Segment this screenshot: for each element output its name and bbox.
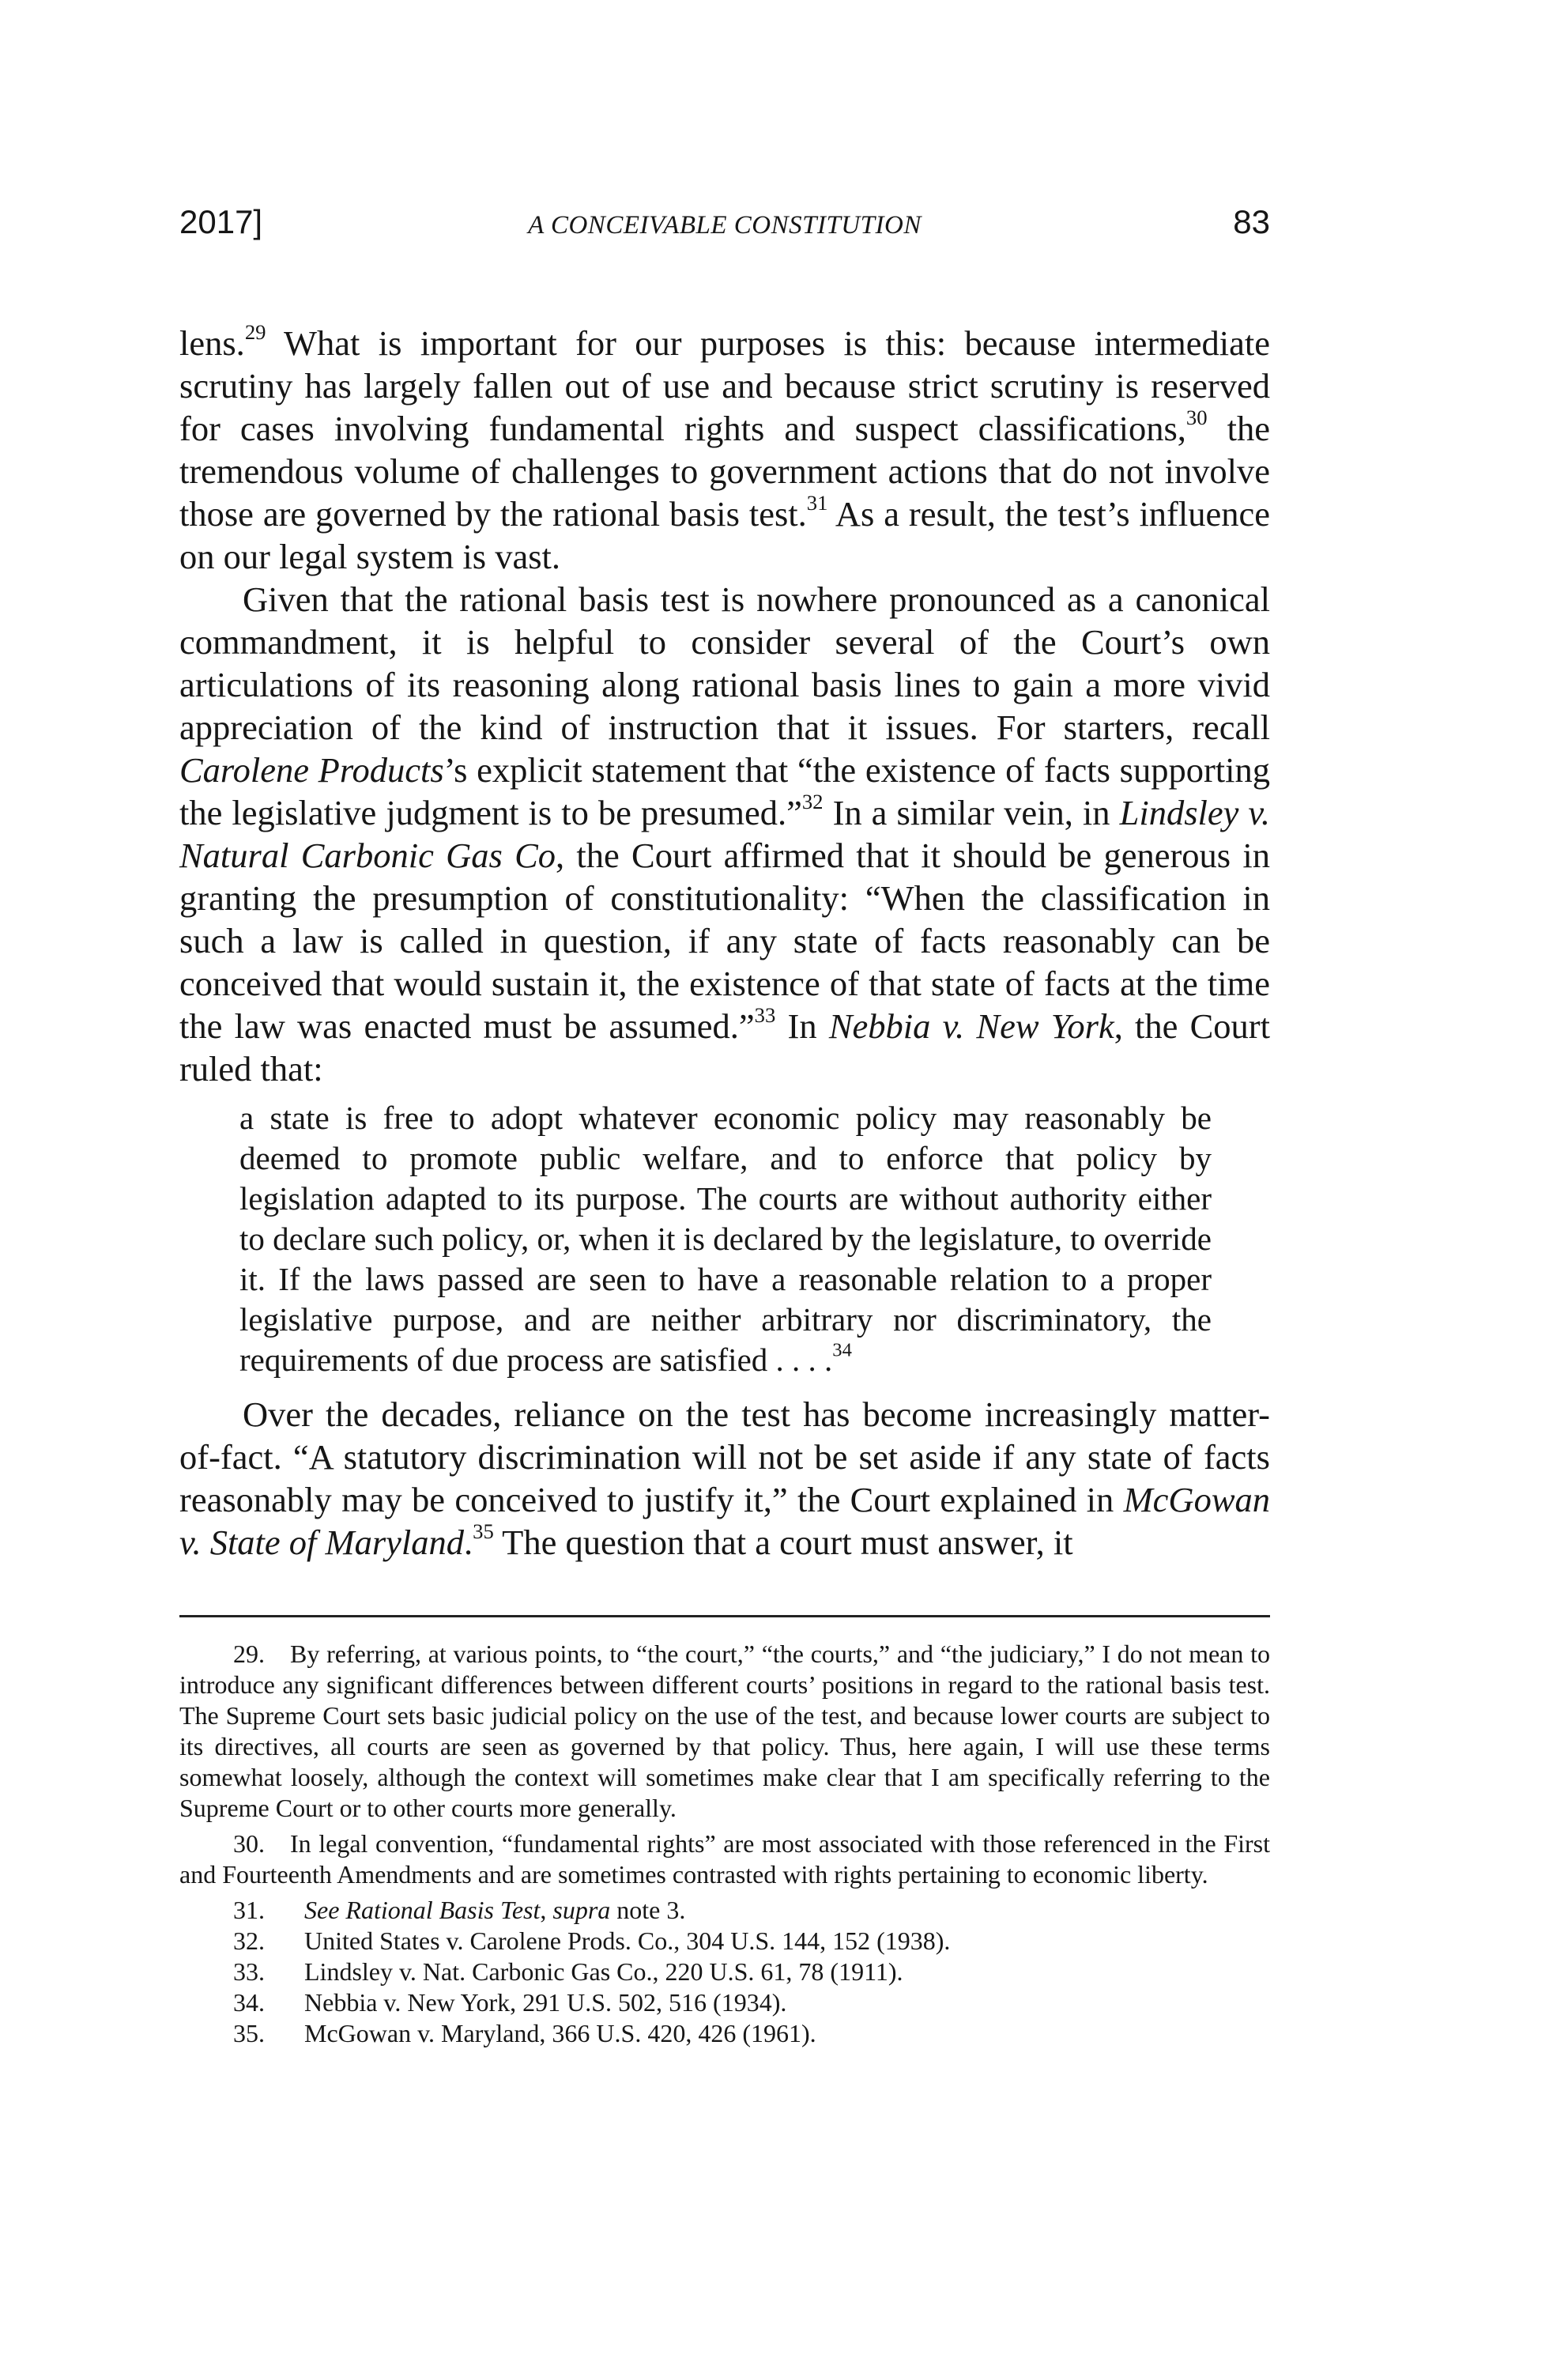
- footnote-ref: 29: [244, 319, 266, 344]
- footnote-ref: 34: [832, 1339, 852, 1361]
- footnote-number: 32.: [233, 1926, 265, 1955]
- text-run: In a similar vein, in: [823, 793, 1120, 832]
- text-run: In: [775, 1006, 829, 1046]
- footnote-ref: 32: [801, 789, 824, 813]
- footnote-number: 33.: [233, 1957, 265, 1986]
- footnote-32: [179, 1926, 1270, 1957]
- text-run: note 3.: [610, 1896, 686, 1924]
- citation-signal: See Rational Basis Test: [304, 1896, 541, 1924]
- case-name: Nebbia v. New York: [828, 1006, 1114, 1046]
- footnote-29: [179, 1639, 1270, 1824]
- case-name: Lindsley v. Natural Carbonic Gas Co: [179, 793, 1270, 875]
- footnote-35: [179, 2018, 1270, 2049]
- text-run: , the Court affirmed that it should be generous in granting the presumption of constitutionality: “When the classification in such a law is called in question, if any state of facts reasonably can be conceived that would sustain it, the existence of that state of facts at the time the law was enacted must be assumed.”: [179, 836, 1270, 1046]
- text-run: lens.: [179, 323, 245, 363]
- footnote-number: 31.: [233, 1896, 265, 1924]
- text-run: .: [464, 1523, 473, 1562]
- footnote-text: Nebbia v. New York, 291 U.S. 502, 516 (1934).: [304, 1988, 787, 2017]
- footnote-text: McGowan v. Maryland, 366 U.S. 420, 426 (1961).: [304, 2019, 816, 2047]
- page-number: 83: [1233, 203, 1270, 240]
- running-header: [179, 198, 1270, 246]
- text-run: ’s explicit statement that “the existence of facts supporting the legislative judgment is to be presumed.”: [179, 750, 1270, 832]
- footnote-ref: 30: [1185, 405, 1208, 429]
- footnote-text: By referring, at various points, to “the court,” “the courts,” and “the judiciary,” I do not mean to introduce any significant differences between different courts’ positions in regard to the rational basis test. The Supreme Court sets basic judicial policy on the use of the test, and because lower courts are subject to its directives, all courts are seen as governed by that policy. Thus, here again, I will use these terms somewhat loosely, although the context will sometimes make clear that I am specifically referring to the Supreme Court or to other courts more generally.: [179, 1640, 1270, 1822]
- text-run: What is important for our purposes is this: because intermediate scrutiny has largely fallen out of use and because strict scrutiny is reserved for cases involving fundamental rights and suspect classifications,: [179, 323, 1270, 448]
- footnote-ref: 31: [806, 490, 828, 515]
- footnote-divider: [179, 1615, 1270, 1617]
- footnote-30: [179, 1828, 1270, 1890]
- paragraph-2: [179, 578, 1270, 1090]
- text-run: Over the decades, reliance on the test has become increasingly matter-of-fact. “A statutory discrimination will not be set aside if any state of facts reasonably may be conceived to justify it,” the Court explained in: [179, 1394, 1270, 1519]
- footnote-33: [179, 1957, 1270, 1987]
- running-title-text: A CONCEIVABLE CONSTITUTION: [528, 211, 922, 240]
- footnote-34: [179, 1987, 1270, 2018]
- case-name: McGowan v. State of Maryland: [179, 1480, 1270, 1562]
- footnote-text: [304, 1895, 685, 1926]
- text-run: , the Court ruled that:: [179, 1006, 1270, 1089]
- text-run: ,: [540, 1896, 553, 1924]
- case-name: Carolene Products: [179, 750, 444, 790]
- text-run: the tremendous volume of challenges to government actions that do not involve those are governed by the rational basis test.: [179, 409, 1270, 534]
- text-run: Given that the rational basis test is nowhere pronounced as a canonical commandment, it is helpful to consider several of the Court’s own articulations of its reasoning along rational basis lines to gain a more vivid appreciation of the kind of instruction that it issues. For starters, recall: [179, 579, 1270, 747]
- running-title: [179, 198, 1270, 249]
- main-text: [179, 319, 1270, 1564]
- footnote-text: United States v. Carolene Prods. Co., 304 U.S. 144, 152 (1938).: [304, 1926, 951, 1955]
- volume-year: 2017]: [179, 203, 263, 240]
- footnotes: [179, 1639, 1270, 2049]
- supra-signal: supra: [552, 1896, 611, 1924]
- footnote-text: Lindsley v. Nat. Carbonic Gas Co., 220 U.S. 61, 78 (1911).: [304, 1957, 903, 1986]
- paragraph-3: [179, 1393, 1270, 1564]
- paragraph-1: [179, 319, 1270, 578]
- footnote-31: [179, 1895, 1270, 1926]
- footnote-number: 29.: [233, 1640, 265, 1668]
- footnote-number: 30.: [233, 1829, 265, 1858]
- text-run: The question that a court must answer, it: [493, 1523, 1073, 1562]
- footnote-number: 34.: [233, 1988, 265, 2017]
- quote-text: a state is free to adopt whatever economic policy may reasonably be deemed to promote public welfare, and to enforce that policy by legislation adapted to its purpose. The courts are without authority either to declare such policy, or, when it is declared by the legislature, to override it. If the laws passed are seen to have a reasonable relation to a proper legislative purpose, and are neither arbitrary nor discriminatory, the requirements of due process are satisfied . . . .: [239, 1100, 1212, 1378]
- footnote-text: In legal convention, “fundamental rights” are most associated with those referenced in the First and Fourteenth Amendments and are sometimes contrasted with rights pertaining to economic liberty.: [179, 1829, 1270, 1889]
- footnote-ref: 35: [473, 1519, 494, 1543]
- footnote-ref: 33: [754, 1002, 776, 1027]
- text-run: As a result, the test’s influence on our legal system is vast.: [179, 494, 1270, 576]
- footnote-number: 35.: [233, 2019, 265, 2047]
- block-quote: [239, 1098, 1212, 1380]
